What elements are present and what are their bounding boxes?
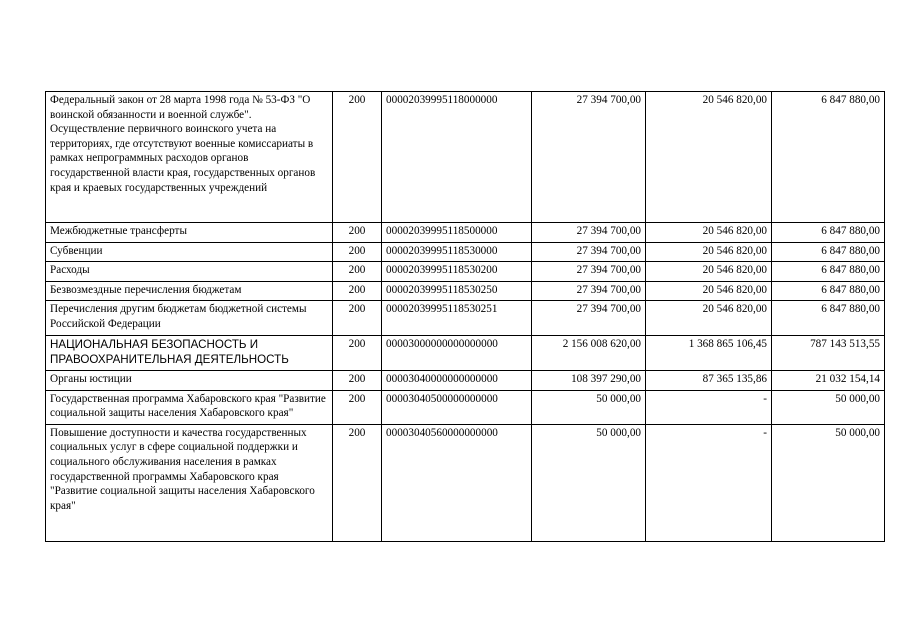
table-row [46, 370, 885, 390]
table-row [46, 390, 885, 424]
table-row [46, 223, 885, 243]
remaining-amount-cell: 21 032 154,14 [772, 370, 885, 390]
executed-amount-cell: 20 546 820,00 [646, 301, 772, 335]
budget-classification-code-cell: 00002039995118530000 [382, 242, 532, 262]
approved-amount-cell: 27 394 700,00 [532, 262, 646, 282]
remaining-amount-cell: 6 847 880,00 [772, 223, 885, 243]
remaining-amount-cell: 50 000,00 [772, 424, 885, 541]
expense-name-cell: Федеральный закон от 28 марта 1998 года № 53-ФЗ "О воинской обязанности и военной службе". Осуществление первичного воинского учета на территориях, где отсутствуют военные комиссариаты в рамках непрограммных расходов органов государственной власти края, государственных органов края и краевых государственных учреждений [46, 92, 333, 223]
expense-name-cell: Межбюджетные трансферты [46, 223, 333, 243]
expense-name-cell: Субвенции [46, 242, 333, 262]
admin-code-cell: 200 [333, 390, 382, 424]
section-name-cell: НАЦИОНАЛЬНАЯ БЕЗОПАСНОСТЬ И ПРАВООХРАНИТЕЛЬНАЯ ДЕЯТЕЛЬНОСТЬ [46, 335, 333, 370]
table-row [46, 335, 885, 370]
budget-classification-code-cell: 00003040560000000000 [382, 424, 532, 541]
budget-classification-code-cell: 00002039995118500000 [382, 223, 532, 243]
remaining-amount-cell: 6 847 880,00 [772, 92, 885, 223]
executed-amount-cell: 87 365 135,86 [646, 370, 772, 390]
executed-amount-cell: - [646, 390, 772, 424]
table-row [46, 424, 885, 541]
approved-amount-cell: 50 000,00 [532, 390, 646, 424]
table-row [46, 301, 885, 335]
budget-classification-code-cell: 00002039995118530250 [382, 281, 532, 301]
table-row [46, 92, 885, 223]
remaining-amount-cell: 787 143 513,55 [772, 335, 885, 370]
admin-code-cell: 200 [333, 424, 382, 541]
expense-name-cell: Государственная программа Хабаровского края "Развитие социальной защиты населения Хабаровского края" [46, 390, 333, 424]
admin-code-cell: 200 [333, 335, 382, 370]
expense-name-cell: Повышение доступности и качества государственных социальных услуг в сфере социальной поддержки и социального обслуживания населения в рамках государственной программы Хабаровского края "Развитие социальной защиты населения Хабаровского края" [46, 424, 333, 541]
expense-name-cell: Перечисления другим бюджетам бюджетной системы Российской Федерации [46, 301, 333, 335]
budget-classification-code-cell: 00003040000000000000 [382, 370, 532, 390]
remaining-amount-cell: 6 847 880,00 [772, 281, 885, 301]
table-row [46, 281, 885, 301]
executed-amount-cell: 20 546 820,00 [646, 242, 772, 262]
approved-amount-cell: 2 156 008 620,00 [532, 335, 646, 370]
budget-classification-code-cell: 00003040500000000000 [382, 390, 532, 424]
admin-code-cell: 200 [333, 242, 382, 262]
remaining-amount-cell: 6 847 880,00 [772, 242, 885, 262]
approved-amount-cell: 27 394 700,00 [532, 242, 646, 262]
budget-classification-code-cell: 00003000000000000000 [382, 335, 532, 370]
remaining-amount-cell: 50 000,00 [772, 390, 885, 424]
expense-name-cell: Органы юстиции [46, 370, 333, 390]
admin-code-cell: 200 [333, 262, 382, 282]
executed-amount-cell: 20 546 820,00 [646, 262, 772, 282]
approved-amount-cell: 27 394 700,00 [532, 301, 646, 335]
expense-name-cell: Безвозмездные перечисления бюджетам [46, 281, 333, 301]
executed-amount-cell: 1 368 865 106,45 [646, 335, 772, 370]
executed-amount-cell: 20 546 820,00 [646, 92, 772, 223]
admin-code-cell: 200 [333, 370, 382, 390]
approved-amount-cell: 50 000,00 [532, 424, 646, 541]
remaining-amount-cell: 6 847 880,00 [772, 301, 885, 335]
executed-amount-cell: 20 546 820,00 [646, 223, 772, 243]
admin-code-cell: 200 [333, 281, 382, 301]
admin-code-cell: 200 [333, 301, 382, 335]
remaining-amount-cell: 6 847 880,00 [772, 262, 885, 282]
table-row [46, 262, 885, 282]
budget-table [45, 91, 885, 542]
table-row [46, 242, 885, 262]
approved-amount-cell: 27 394 700,00 [532, 281, 646, 301]
admin-code-cell: 200 [333, 92, 382, 223]
admin-code-cell: 200 [333, 223, 382, 243]
executed-amount-cell: 20 546 820,00 [646, 281, 772, 301]
expense-name-cell: Расходы [46, 262, 333, 282]
approved-amount-cell: 27 394 700,00 [532, 223, 646, 243]
approved-amount-cell: 27 394 700,00 [532, 92, 646, 223]
budget-classification-code-cell: 00002039995118530251 [382, 301, 532, 335]
budget-classification-code-cell: 00002039995118530200 [382, 262, 532, 282]
executed-amount-cell: - [646, 424, 772, 541]
budget-classification-code-cell: 00002039995118000000 [382, 92, 532, 223]
approved-amount-cell: 108 397 290,00 [532, 370, 646, 390]
